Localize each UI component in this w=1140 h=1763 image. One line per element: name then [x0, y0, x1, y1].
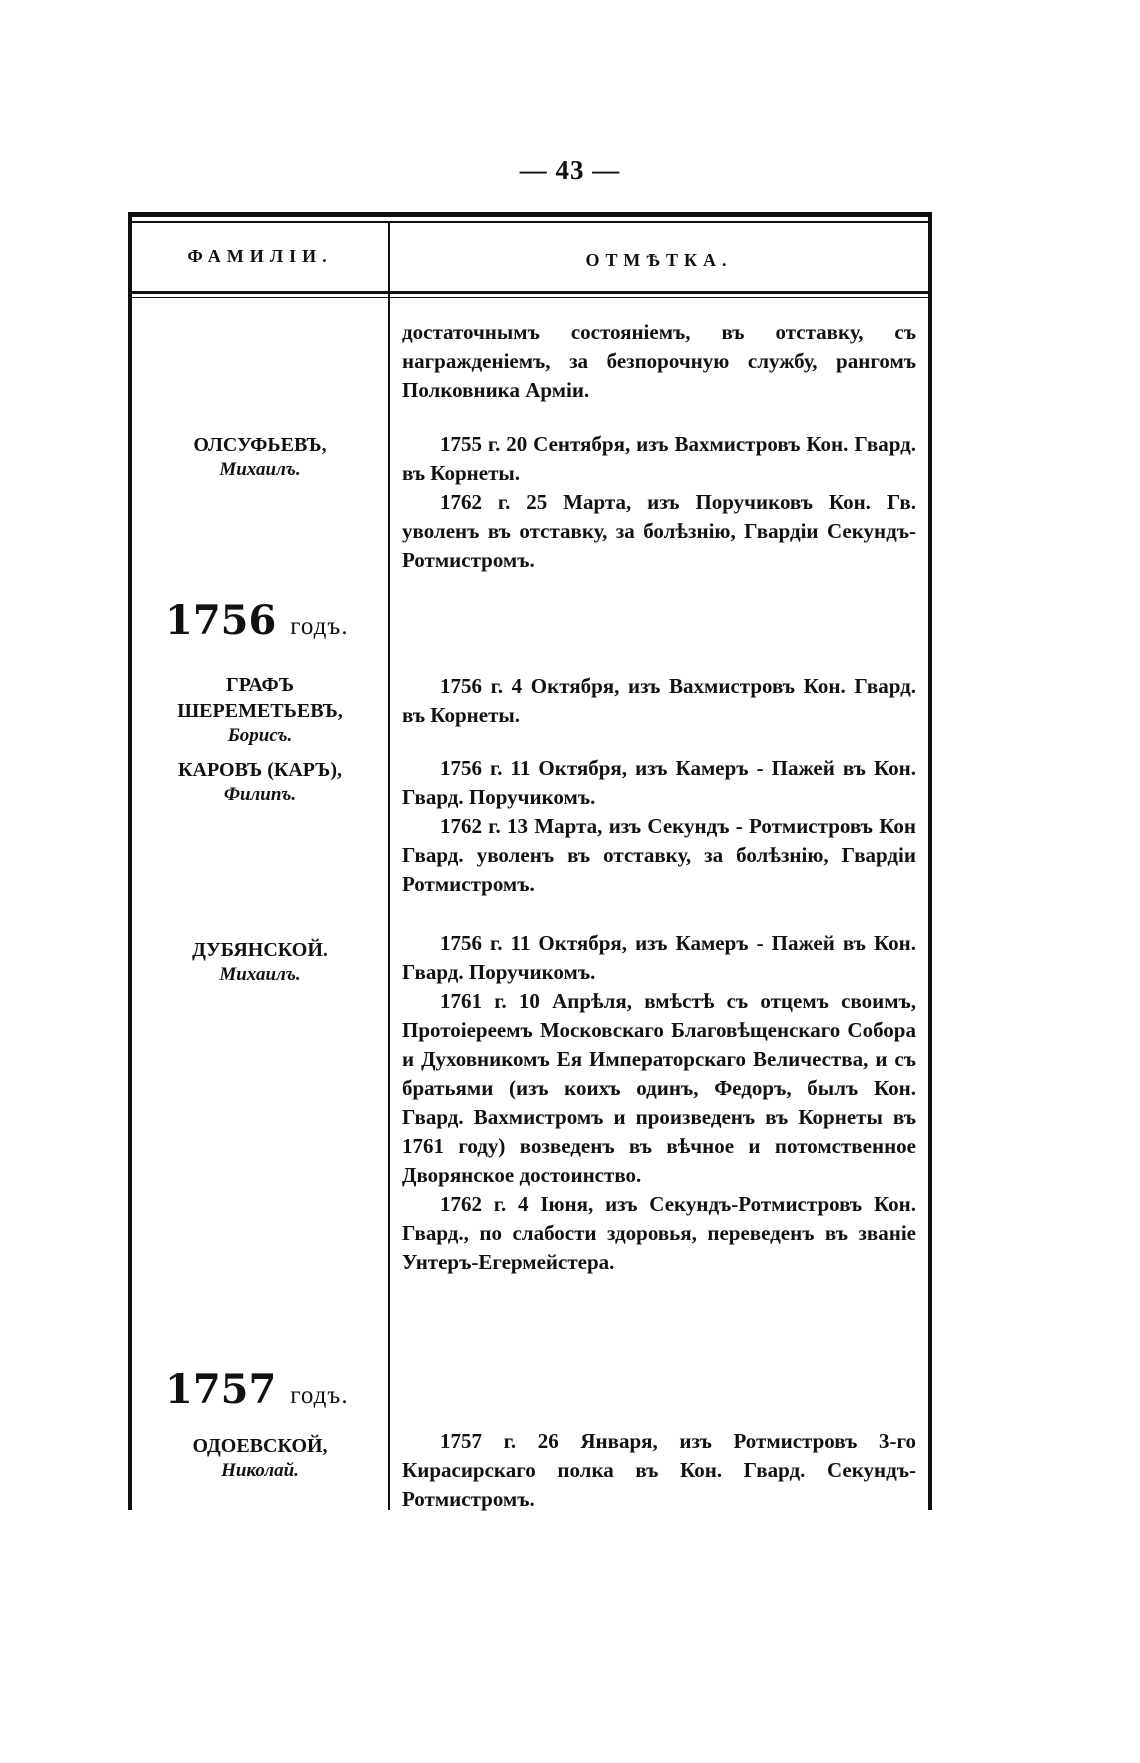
- given-name: Михаилъ.: [219, 964, 301, 985]
- continuation-note: [402, 318, 916, 405]
- note-paragraph: 1762 г. 4 Іюня, изъ Секундъ-Ротмистровъ Кон. Гвард., по слабости здоровья, переведенъ въ званіе Унтеръ-Егермейстера.: [402, 1192, 916, 1274]
- year-heading-1756: [165, 597, 349, 644]
- year-word: годъ.: [290, 613, 349, 640]
- header-rule: [128, 291, 932, 294]
- entry-karov-name: [132, 757, 388, 807]
- entry-dubyanskoy-name: [132, 937, 388, 987]
- given-name: Филипъ.: [223, 784, 297, 805]
- surname: ДУБЯНСКОЙ.: [192, 939, 328, 961]
- note-paragraph: 1757 г. 26 Января, изъ Ротмистровъ 3-го Кирасирскаго полка въ Кон. Гвард. Секундъ-Ротмистромъ.: [402, 1429, 916, 1511]
- surname: КАРОВЪ (КАРЪ),: [178, 759, 342, 781]
- surname: ОДОЕВСКОЙ,: [192, 1435, 328, 1457]
- note-paragraph: 1756 г. 4 Октября, изъ Вахмистровъ Кон. Гвард. въ Корнеты.: [402, 674, 916, 727]
- entry-odoevskoy-notes: [402, 1427, 916, 1514]
- given-name: Борисъ.: [227, 725, 293, 746]
- column-header-surnames: ФАМИЛІИ.: [187, 246, 333, 266]
- note-paragraph: 1761 г. 10 Апрѣля, вмѣстѣ съ отцемъ своимъ, Протоіереемъ Московскаго Благовѣщенскаго Собора и Духовникомъ Ея Императорскаго Величества, и съ братьями (изъ коихъ одинъ, Федоръ, былъ Кон. Гвард. Вахмистромъ и произведенъ въ Корнеты въ 1761 году) возведенъ въ вѣчное и потомственное Дворянское достоинство.: [402, 989, 916, 1187]
- top-rule-thin: [128, 221, 932, 223]
- note-paragraph: 1755 г. 20 Сентября, изъ Вахмистровъ Кон. Гвард. въ Корнеты.: [402, 432, 916, 485]
- page-number: — 43 —: [519, 155, 621, 185]
- surname: ОЛСУФЬЕВЪ,: [193, 434, 327, 456]
- given-name: Николай.: [221, 1460, 299, 1481]
- continuation-text: достаточнымъ состояніемъ, въ отставку, съ награжденіемъ, за безпорочную службу, рангомъ Полковника Арміи.: [402, 320, 916, 402]
- column-header-notes: ОТМѢТКА.: [585, 250, 733, 270]
- entry-odoevskoy-name: [132, 1433, 388, 1483]
- entry-karov-notes: [402, 754, 916, 899]
- surname: ШЕРЕМЕТЬЕВЪ,: [177, 700, 343, 722]
- year-word: годъ.: [290, 1382, 349, 1409]
- entry-olsufev-notes: [402, 430, 916, 575]
- note-paragraph: 1756 г. 11 Октября, изъ Камеръ - Пажей въ Кон. Гвард. Поручикомъ.: [402, 756, 916, 809]
- right-border: [928, 212, 932, 1510]
- year-heading-1757: [165, 1366, 349, 1413]
- entry-sheremetev-name: [132, 672, 388, 748]
- entry-dubyanskoy-notes: [402, 929, 916, 1277]
- column-divider: [388, 223, 390, 1510]
- left-border: [128, 212, 132, 1510]
- given-name: Михаилъ.: [219, 459, 301, 480]
- note-paragraph: 1762 г. 25 Марта, изъ Поручиковъ Кон. Гв. уволенъ въ отставку, за болѣзнію, Гвардіи Секундъ-Ротмистромъ.: [402, 490, 916, 572]
- year-number: 1757: [165, 1366, 277, 1413]
- entry-sheremetev-notes: [402, 672, 916, 730]
- header-rule-thin: [128, 297, 932, 298]
- title: ГРАФЪ: [225, 674, 295, 696]
- top-rule: [128, 212, 932, 217]
- note-paragraph: 1756 г. 11 Октября, изъ Камеръ - Пажей въ Кон. Гвард. Поручикомъ.: [402, 931, 916, 984]
- entry-olsufev-name: [132, 432, 388, 482]
- note-paragraph: 1762 г. 13 Марта, изъ Секундъ - Ротмистровъ Кон Гвард. уволенъ въ отставку, за болѣзнію, Гвардіи Ротмистромъ.: [402, 814, 916, 896]
- year-number: 1756: [165, 597, 277, 644]
